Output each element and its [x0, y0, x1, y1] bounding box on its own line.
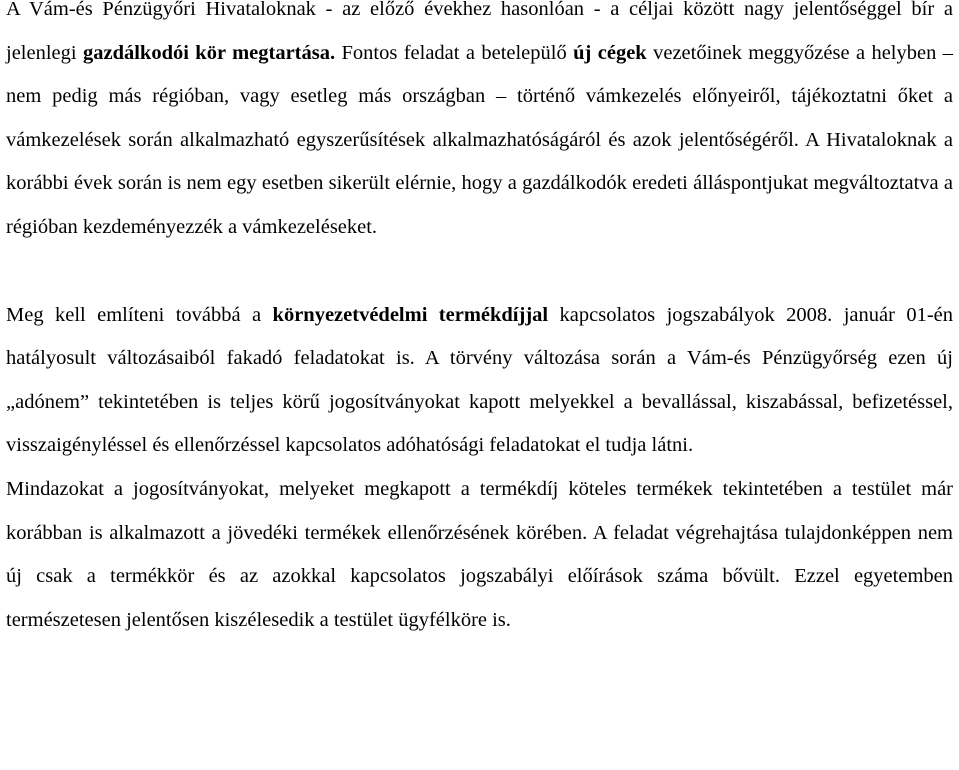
- bold-phrase-gazdalkodoi-kor: gazdálkodói kör megtartása.: [82, 41, 336, 64]
- paragraph-gap: [6, 250, 953, 294]
- paragraph-3-text: Mindazokat a jogosítványokat, melyeket megkapott a termékdíj köteles termékek tekintetében a testület már korábban is alkalmazott a jövedéki termékek ellenőrzésének körében. A feladat végrehajtása tulajdonképpen nem új csak a termékkör és az azokkal kapcsolatos jogszabályi előírások száma bővült. Ezzel egyetemben természetesen jelentősen kiszélesedik a testület ügyfélköre is.: [6, 477, 953, 631]
- paragraph-1-text: A Vám-és Pénzügyőri Hivataloknak - az előző évekhez hasonlóan - a céljai között nagy jelentőséggel bír a jelenlegi: [6, 0, 953, 64]
- paragraph-1-text-cont: Fontos feladat a betelepülő: [335, 41, 574, 64]
- bold-phrase-termekdij: környezetvédelmi termékdíjjal: [272, 303, 549, 326]
- paragraph-1-text-end: vezetőinek meggyőzése a helyben – nem pedig más régióban, vagy esetleg más országban – történő vámkezelés előnyeiről, tájékoztatni őket a vámkezelések során alkalmazható egyszerűsítések alkalmazhatóságáról és azok jelentőségéről. A Hivataloknak a korábbi évek során is nem egy esetben sikerült elérnie, hogy a gazdálkodók eredeti álláspontjukat megváltoztatva a régióban kezdeményezzék a vámkezeléseket.: [6, 41, 953, 238]
- paragraph-2: [6, 294, 953, 468]
- paragraph-3: [6, 468, 953, 642]
- paragraph-2-text-end: kapcsolatos jogszabályok 2008. január 01-én hatályosult változásaiból fakadó feladatokat is. A törvény változása során a Vám-és Pénzügyőrség ezen új „adónem” tekintetében is teljes körű jogosítványokat kapott melyekkel a bevallással, kiszabással, befizetéssel, visszaigényléssel és ellenőrzéssel kapcsolatos adóhatósági feladatokat el tudja látni.: [6, 303, 953, 457]
- bold-phrase-uj-cegek: új cégek: [573, 41, 647, 64]
- paragraph-1: [6, 0, 953, 250]
- paragraph-2-text: Meg kell említeni továbbá a: [6, 303, 273, 326]
